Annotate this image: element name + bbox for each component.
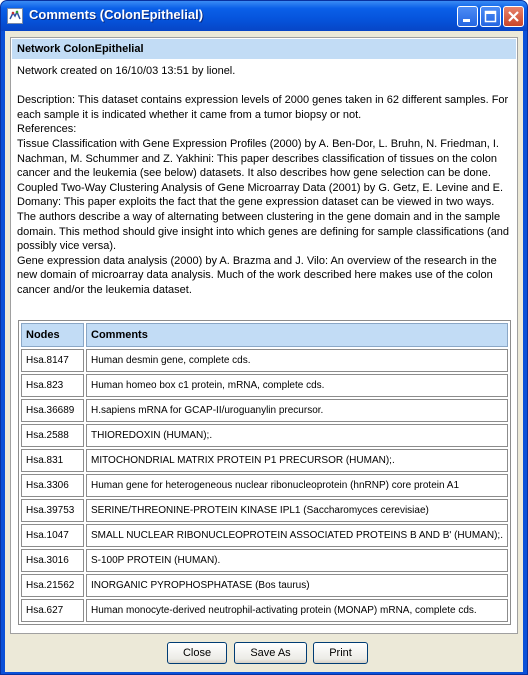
close-button[interactable]: Close bbox=[167, 642, 227, 664]
minimize-icon bbox=[458, 7, 477, 26]
description-line: References: bbox=[17, 123, 77, 136]
table-row bbox=[21, 549, 508, 572]
comment-cell[interactable]: Human gene for heterogeneous nuclear ribonucleoprotein (hnRNP) core protein A1 bbox=[86, 474, 508, 497]
comment-cell[interactable]: MITOCHONDRIAL MATRIX PROTEIN P1 PRECURSOR (HUMAN);. bbox=[86, 449, 508, 472]
network-description bbox=[17, 64, 513, 298]
description-line: Description: This dataset contains expression levels of 2000 genes taken in 62 different samples. For bbox=[17, 94, 509, 107]
created-line: Network created on 16/10/03 13:51 by lionel. bbox=[17, 65, 236, 77]
description-line: Gene expression data analysis (2000) by A. Brazma and J. Vilo: An overview of the research in the bbox=[17, 254, 497, 267]
node-cell[interactable]: Hsa.21562 bbox=[21, 574, 84, 597]
description-line: Tissue Classification with Gene Expression Profiles (2000) by A. Ben-Dor, L. Bruhn, N. Friedman, I. bbox=[17, 137, 499, 150]
table-row bbox=[21, 424, 508, 447]
comment-cell[interactable]: H.sapiens mRNA for GCAP-II/uroguanylin precursor. bbox=[86, 399, 508, 422]
comment-cell[interactable]: INORGANIC PYROPHOSPHATASE (Bos taurus) bbox=[86, 574, 508, 597]
description-line: Coupled Two-Way Clustering Analysis of Gene Microarray Data (2001) by G. Getz, E. Levine and E. bbox=[17, 181, 504, 194]
description-line: Nachman, M. Schummer and Z. Yakhini: This paper describes classification of tissues on the colon bbox=[17, 152, 497, 165]
node-cell[interactable]: Hsa.39753 bbox=[21, 499, 84, 522]
comment-cell[interactable]: Human monocyte-derived neutrophil-activating protein (MONAP) mRNA, complete cds. bbox=[86, 599, 508, 622]
save-as-button[interactable]: Save As bbox=[234, 642, 307, 664]
table-row bbox=[21, 374, 508, 397]
comment-cell[interactable]: S-100P PROTEIN (HUMAN). bbox=[86, 549, 508, 572]
comment-cell[interactable]: THIOREDOXIN (HUMAN);. bbox=[86, 424, 508, 447]
table-row bbox=[21, 449, 508, 472]
description-line: cancer and the leukemia (see below) datasets. It also describes how gene selection can be done. bbox=[17, 167, 491, 180]
comments-column-header: Comments bbox=[86, 323, 508, 347]
node-cell[interactable]: Hsa.3016 bbox=[21, 549, 84, 572]
node-cell[interactable]: Hsa.2588 bbox=[21, 424, 84, 447]
description-line: each sample it is indicated whether it came from a tumor biopsy or not. bbox=[17, 108, 362, 121]
comment-cell[interactable]: SERINE/THREONINE-PROTEIN KINASE IPL1 (Saccharomyces cerevisiae) bbox=[86, 499, 508, 522]
close-icon bbox=[504, 7, 523, 26]
dialog-button-bar bbox=[5, 642, 523, 666]
description-line: The authors describe a way of alternating between clustering in the gene domain and in the sample bbox=[17, 210, 501, 223]
description-line: domain. This method should give insight into which genes are defining for sample classifications (and bbox=[17, 225, 510, 238]
comment-cell[interactable]: SMALL NUCLEAR RIBONUCLEOPROTEIN ASSOCIATED PROTEINS B AND B' (HUMAN);. bbox=[86, 524, 508, 547]
description-line: new domain of microarray data analysis. Much of the work described here makes use of the colon bbox=[17, 269, 493, 282]
table-row bbox=[21, 574, 508, 597]
window-client-area bbox=[5, 31, 523, 672]
description-line: Domany: This paper exploits the fact that the gene expression dataset can be viewed in two ways. bbox=[17, 196, 495, 209]
close-window-button[interactable] bbox=[503, 6, 524, 27]
title-bar[interactable] bbox=[1, 1, 527, 31]
node-cell[interactable]: Hsa.627 bbox=[21, 599, 84, 622]
node-cell[interactable]: Hsa.36689 bbox=[21, 399, 84, 422]
app-icon[interactable] bbox=[7, 8, 23, 24]
maximize-button[interactable] bbox=[480, 6, 501, 27]
table-row bbox=[21, 399, 508, 422]
node-cell[interactable]: Hsa.831 bbox=[21, 449, 84, 472]
nodes-column-header: Nodes bbox=[21, 323, 84, 347]
maximize-icon bbox=[481, 7, 500, 26]
description-line: possibly vice versa). bbox=[17, 240, 117, 253]
node-cell[interactable]: Hsa.1047 bbox=[21, 524, 84, 547]
table-row bbox=[21, 499, 508, 522]
nodes-comments-table bbox=[18, 320, 511, 625]
table-row bbox=[21, 474, 508, 497]
node-cell[interactable]: Hsa.8147 bbox=[21, 349, 84, 372]
minimize-button[interactable] bbox=[457, 6, 478, 27]
comment-cell[interactable]: Human homeo box c1 protein, mRNA, complete cds. bbox=[86, 374, 508, 397]
network-title: Network ColonEpithelial bbox=[12, 39, 516, 59]
table-row bbox=[21, 349, 508, 372]
node-cell[interactable]: Hsa.823 bbox=[21, 374, 84, 397]
table-row bbox=[21, 599, 508, 622]
table-header-row bbox=[21, 323, 508, 347]
window-title: Comments (ColonEpithelial) bbox=[29, 7, 204, 22]
print-button[interactable]: Print bbox=[313, 642, 368, 664]
comments-panel bbox=[10, 37, 518, 634]
description-line: cancer and/or the leukemia dataset. bbox=[17, 283, 192, 296]
node-cell[interactable]: Hsa.3306 bbox=[21, 474, 84, 497]
table-row bbox=[21, 524, 508, 547]
comment-cell[interactable]: Human desmin gene, complete cds. bbox=[86, 349, 508, 372]
